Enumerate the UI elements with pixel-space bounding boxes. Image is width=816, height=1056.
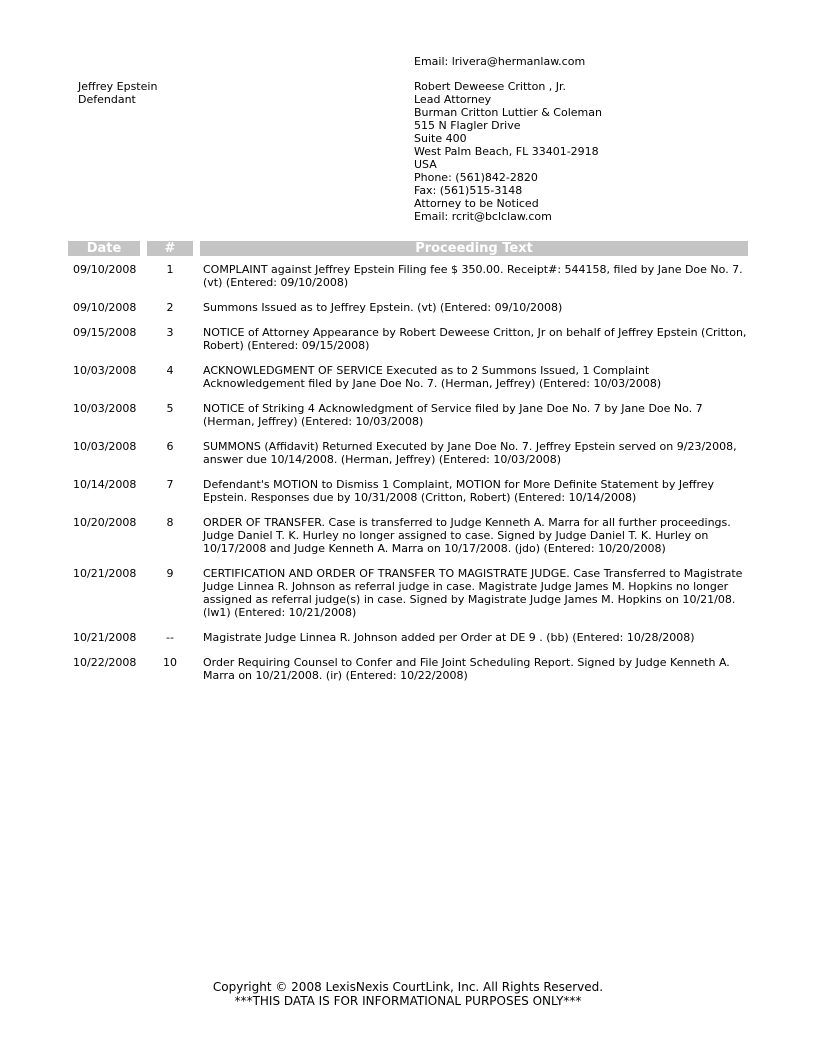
attorney-country: USA — [414, 158, 437, 171]
entry-date: 09/10/2008 — [73, 301, 137, 314]
attorney-address-line2: Suite 400 — [414, 132, 467, 145]
attorney-city: West Palm Beach, FL 33401-2918 — [414, 145, 599, 158]
attorney-address-line1: 515 N Flagler Drive — [414, 119, 521, 132]
entry-text: Summons Issued as to Jeffrey Epstein. (vt) (Entered: 09/10/2008) — [203, 301, 563, 314]
footer-copyright: Copyright © 2008 LexisNexis CourtLink, Inc. All Rights Reserved. — [212, 980, 604, 994]
docket-entry — [68, 263, 748, 289]
column-header-number: # — [147, 241, 193, 256]
entry-date: 09/10/2008 — [73, 263, 137, 276]
docket-entry — [68, 478, 748, 504]
docket-entries — [68, 263, 748, 694]
plaintiff-attorney-email: Email: lrivera@hermanlaw.com — [414, 55, 586, 68]
entry-date: 10/03/2008 — [73, 364, 137, 377]
entry-number: 6 — [166, 440, 174, 453]
docket-entry — [68, 301, 748, 314]
docket-entry — [68, 326, 748, 352]
entry-date: 10/20/2008 — [73, 516, 137, 529]
entry-text: NOTICE of Attorney Appearance by Robert Deweese Critton, Jr on behalf of Jeffrey Epstein (Critton, Robert) (Entered: 09/15/2008) — [203, 326, 747, 352]
entry-text: ACKNOWLEDGMENT OF SERVICE Executed as to 2 Summons Issued, 1 Complaint Acknowledgement filed by Jane Doe No. 7. (Herman, Jeffrey) (Entered: 10/03/2008) — [203, 364, 662, 390]
entry-text: SUMMONS (Affidavit) Returned Executed by Jane Doe No. 7. Jeffrey Epstein served on 9/23/2008, answer due 10/14/2008. (Herman, Jeffrey) (Entered: 10/03/2008) — [203, 440, 737, 466]
entry-number: 1 — [166, 263, 174, 276]
docket-entry — [68, 567, 748, 619]
entry-number: 4 — [166, 364, 174, 377]
entry-text: CERTIFICATION AND ORDER OF TRANSFER TO MAGISTRATE JUDGE. Case Transferred to Magistrate Judge Linnea R. Johnson as referral judge in case. Magistrate Judge James M. Hopkins no longer assigned as referral judge(s) in case. Signed by Magistrate Judge James M. Hopkins on 10/21/08. (lw1) (Entered: 10/21/2008) — [203, 567, 743, 619]
entry-date: 10/21/2008 — [73, 631, 137, 644]
entry-number: 5 — [166, 402, 174, 415]
docket-entry — [68, 516, 748, 555]
attorney-firm: Burman Critton Luttier & Coleman — [414, 106, 602, 119]
entry-number: 2 — [166, 301, 174, 314]
docket-entry — [68, 631, 748, 644]
entry-date: 10/14/2008 — [73, 478, 137, 491]
entry-text: Defendant's MOTION to Dismiss 1 Complaint, MOTION for More Definite Statement by Jeffrey Epstein. Responses due by 10/31/2008 (Critton, Robert) (Entered: 10/14/2008) — [203, 478, 715, 504]
entry-text: ORDER OF TRANSFER. Case is transferred to Judge Kenneth A. Marra for all further proceedings. Judge Daniel T. K. Hurley no longer assigned to case. Signed by Judge Daniel T. K. Hurley on 10/17/2008 and Judge Kenneth A. Marra on 10/17/2008. (jdo) (Entered: 10/20/2008) — [203, 516, 731, 555]
docket-entry — [68, 440, 748, 466]
attorney-fax: Fax: (561)515-3148 — [414, 184, 523, 197]
entry-number: 9 — [166, 567, 174, 580]
entry-text: NOTICE of Striking 4 Acknowledgment of Service filed by Jane Doe No. 7 by Jane Doe No. 7 (Herman, Jeffrey) (Entered: 10/03/2008) — [203, 402, 703, 428]
attorney-notice: Attorney to be Noticed — [414, 197, 539, 210]
entry-text: Magistrate Judge Linnea R. Johnson added per Order at DE 9 . (bb) (Entered: 10/28/2008) — [203, 631, 695, 644]
footer-disclaimer: ***THIS DATA IS FOR INFORMATIONAL PURPOSES ONLY*** — [234, 994, 582, 1008]
entry-number: -- — [166, 631, 174, 644]
attorney-email: Email: rcrit@bclclaw.com — [414, 210, 552, 223]
entry-number: 10 — [163, 656, 177, 669]
page-footer — [0, 980, 816, 1008]
entry-number: 3 — [166, 326, 174, 339]
column-header-date: Date — [68, 241, 140, 256]
party-name: Jeffrey Epstein — [78, 80, 158, 93]
attorney-phone: Phone: (561)842-2820 — [414, 171, 538, 184]
entry-text: Order Requiring Counsel to Confer and File Joint Scheduling Report. Signed by Judge Kenneth A. Marra on 10/21/2008. (ir) (Entered: 10/22/2008) — [203, 656, 730, 682]
attorney-name: Robert Deweese Critton , Jr. — [414, 80, 567, 93]
attorney-info — [414, 80, 602, 223]
party-info — [78, 80, 157, 106]
entry-date: 10/03/2008 — [73, 440, 137, 453]
attorney-title: Lead Attorney — [414, 93, 492, 106]
entry-text: COMPLAINT against Jeffrey Epstein Filing fee $ 350.00. Receipt#: 544158, filed by Jane Doe No. 7.(vt) (Entered: 09/10/2008) — [203, 263, 743, 289]
entry-number: 8 — [166, 516, 174, 529]
entry-date: 09/15/2008 — [73, 326, 137, 339]
entry-date: 10/22/2008 — [73, 656, 137, 669]
docket-entry — [68, 656, 748, 682]
entry-date: 10/21/2008 — [73, 567, 137, 580]
party-role: Defendant — [78, 93, 136, 106]
entry-number: 7 — [166, 478, 174, 491]
column-header-proceeding-text: Proceeding Text — [200, 241, 748, 256]
entry-date: 10/03/2008 — [73, 402, 137, 415]
docket-entry — [68, 402, 748, 428]
docket-entry — [68, 364, 748, 390]
